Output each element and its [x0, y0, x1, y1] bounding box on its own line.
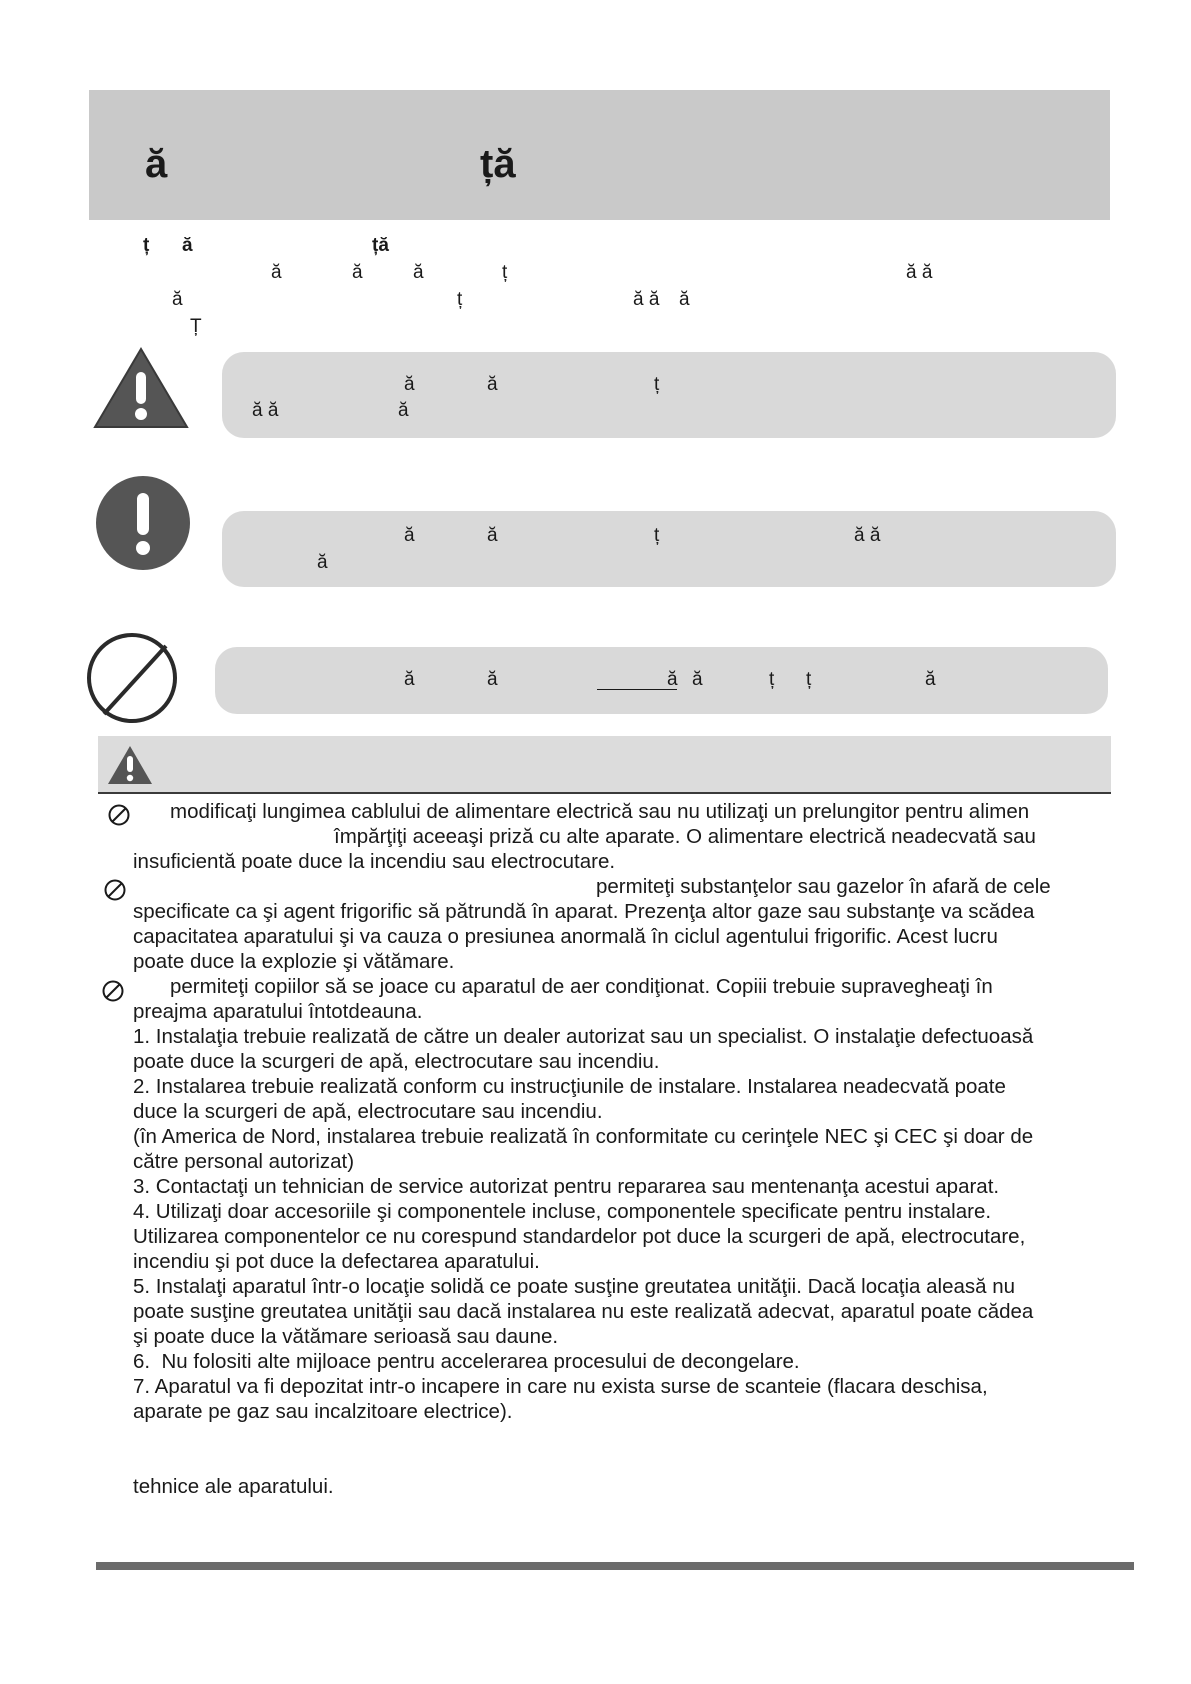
warning-item-line: capacitatea aparatului şi va cauza o presiunea anormală în ciclul agentului frigorific. Acest lucru — [133, 925, 998, 948]
instruction-line: 2. Instalarea trebuie realizată conform cu instrucţiunile de instalare. Instalarea neadecvată poate — [133, 1075, 1006, 1098]
intro-fragment: ț — [143, 235, 150, 256]
prohibition-notice-box — [215, 647, 1108, 714]
instruction-line: 5. Instalaţi aparatul într-o locaţie solidă ce poate susţine greutatea unităţii. Dacă locaţia aleasă nu — [133, 1275, 1016, 1298]
notice-fragment: ă — [925, 669, 936, 690]
footer-text-line: tehnice ale aparatului. — [133, 1475, 334, 1498]
warning-item-line: modificaţi lungimea cablului de alimentare electrică sau nu utilizaţi un prelungitor pentru alimen — [170, 800, 1030, 823]
intro-fragment: ă — [352, 262, 363, 283]
notice-fragment: ă — [487, 374, 498, 395]
intro-fragment: ă — [679, 289, 690, 310]
notice-fragment: ț — [654, 374, 660, 395]
notice-fragment: ă — [404, 525, 415, 546]
notice-fragment: ă — [692, 669, 703, 690]
warning-item-line: specificate ca şi agent frigorific să pătrundă în aparat. Prezenţa altor gaze sau substanţe va scădea — [133, 900, 1035, 923]
notice-fragment: ă — [404, 374, 415, 395]
intro-fragment: ă — [271, 262, 282, 283]
warning-triangle-icon — [92, 346, 190, 430]
intro-fragment: ă ă — [906, 262, 933, 283]
intro-fragment: ă — [182, 235, 193, 256]
notice-fragment: ț — [769, 669, 775, 690]
warning-section-header — [98, 736, 1111, 794]
warning-item-line: permiteţi copiilor să se joace cu aparatul de aer condiţionat. Copiii trebuie supravegheaţi în — [170, 975, 993, 998]
page-title-fragment: ță — [480, 142, 516, 186]
notice-fragment: ă — [487, 525, 498, 546]
instruction-line: poate susţine greutatea unităţii sau dacă instalarea nu este realizată adecvat, aparatul poate cădea — [133, 1300, 1034, 1323]
instruction-line: 6. Nu folositi alte mijloace pentru accelerarea procesului de decongelare. — [133, 1350, 800, 1373]
prohibition-circle-icon — [84, 630, 180, 726]
instruction-line: 7. Aparatul va fi depozitat intr-o incapere in care nu exista surse de scanteie (flacara deschisa, — [133, 1375, 988, 1398]
prohibition-icon — [101, 979, 125, 1003]
warning-triangle-icon — [106, 744, 154, 786]
instruction-line: Utilizarea componentelor ce nu corespund standardelor pot duce la scurgeri de apă, electrocutare, — [133, 1225, 1026, 1248]
intro-fragment: ă ă — [633, 289, 660, 310]
intro-fragment: ț — [457, 289, 463, 310]
notice-fragment: ă — [404, 669, 415, 690]
instruction-line: 4. Utilizaţi doar accesoriile şi componentele incluse, componentele specificate pentru instalare. — [133, 1200, 992, 1223]
page-title-fragment: ă — [145, 142, 168, 186]
warning-item-line: împărţiţi aceeaşi priză cu alte aparate. O alimentare electrică neadecvată sau — [334, 825, 1036, 848]
instruction-line: 1. Instalaţia trebuie realizată de către un dealer autorizat sau un specialist. O instalaţie defectuoasă — [133, 1025, 1034, 1048]
instruction-line: duce la scurgeri de apă, electrocutare sau incendiu. — [133, 1100, 603, 1123]
notice-fragment: ă ă — [252, 400, 279, 421]
warning-notice-box — [222, 352, 1116, 438]
intro-fragment: Ț — [190, 316, 202, 337]
exclamation-circle-icon — [95, 475, 191, 571]
blank-underline — [597, 689, 677, 690]
notice-fragment: ț — [654, 525, 660, 546]
instruction-line: şi poate duce la vătămare serioasă sau daune. — [133, 1325, 559, 1348]
notice-fragment: ă — [667, 669, 678, 690]
intro-fragment: ț — [502, 262, 508, 283]
page-title-bar — [89, 90, 1110, 220]
notice-fragment: ț — [806, 669, 812, 690]
notice-fragment: ă — [317, 552, 328, 573]
prohibition-icon — [107, 803, 131, 827]
notice-fragment: ă — [487, 669, 498, 690]
prohibition-icon — [103, 878, 127, 902]
caution-notice-box — [222, 511, 1116, 587]
instruction-line: incendiu şi pot duce la defectarea aparatului. — [133, 1250, 540, 1273]
instruction-line: poate duce la scurgeri de apă, electrocutare sau incendiu. — [133, 1050, 660, 1073]
notice-fragment: ă — [398, 400, 409, 421]
warning-item-line: poate duce la explozie şi vătămare. — [133, 950, 455, 973]
warning-item-line: permiteţi substanţelor sau gazelor în afară de cele — [596, 875, 1051, 898]
intro-fragment: ță — [372, 235, 389, 256]
notice-fragment: ă ă — [854, 525, 881, 546]
warning-item-line: preajma aparatului întotdeauna. — [133, 1000, 423, 1023]
instruction-line: (în America de Nord, instalarea trebuie realizată în conformitate cu cerinţele NEC şi CEC şi doar de — [133, 1125, 1034, 1148]
instruction-line: 3. Contactaţi un tehnician de service autorizat pentru repararea sau mentenanţa acestui aparat. — [133, 1175, 1000, 1198]
warning-item-line: insuficientă poate duce la incendiu sau electrocutare. — [133, 850, 616, 873]
instruction-line: aparate pe gaz sau incalzitoare electrice). — [133, 1400, 513, 1423]
intro-fragment: ă — [413, 262, 424, 283]
instruction-line: către personal autorizat) — [133, 1150, 355, 1173]
bottom-rule — [96, 1562, 1134, 1570]
intro-fragment: ă — [172, 289, 183, 310]
